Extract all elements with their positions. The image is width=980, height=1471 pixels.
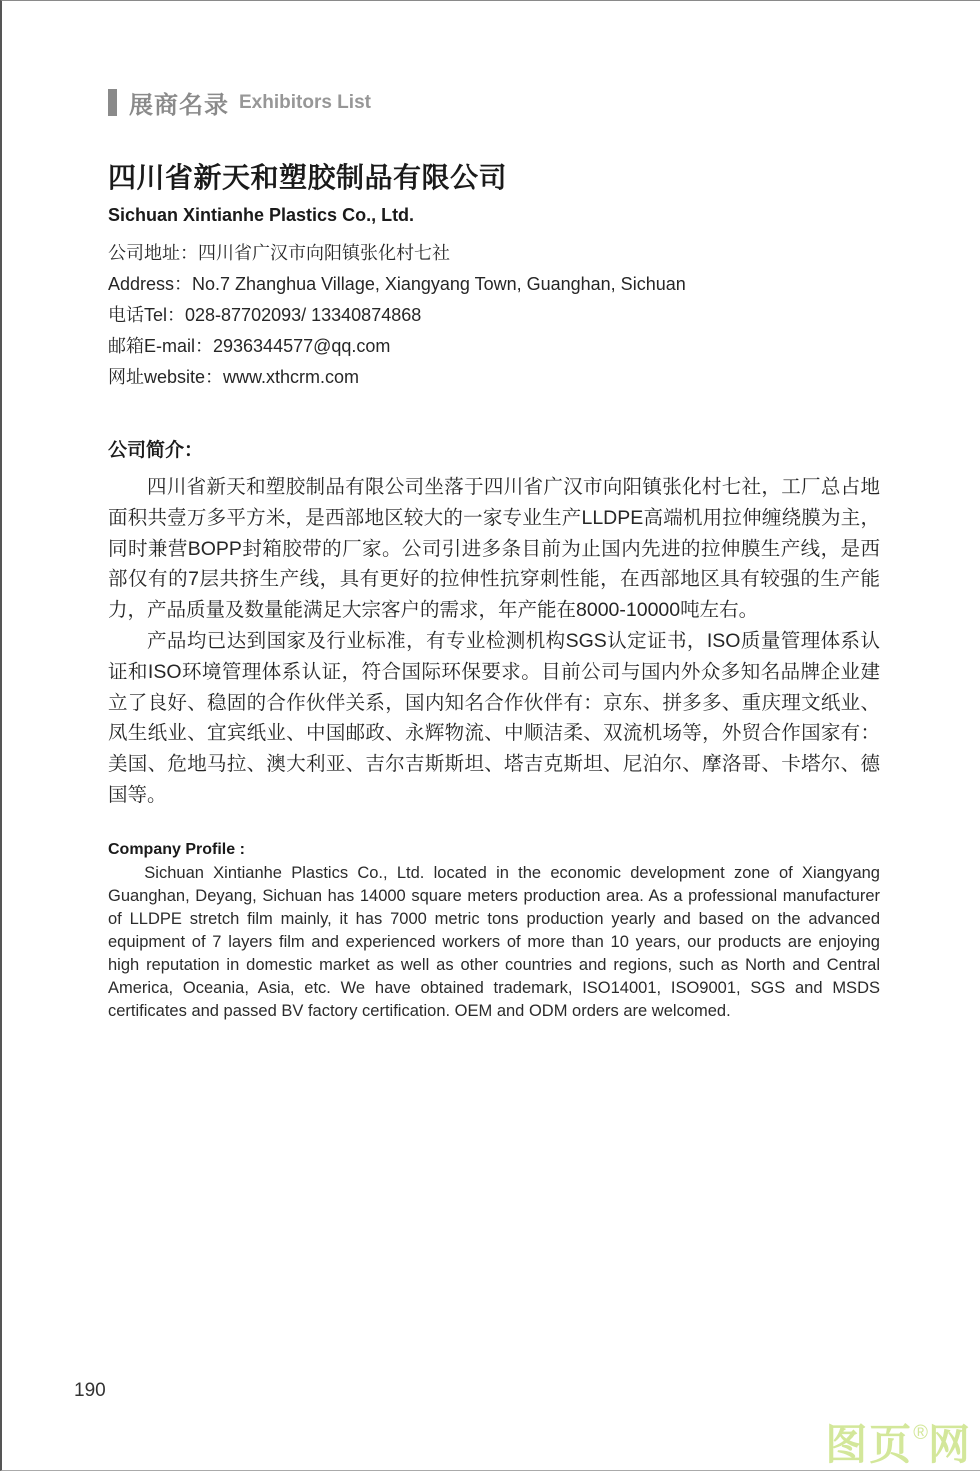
- page-content: [108, 1, 880, 1023]
- contact-line-address-zh: 公司地址：四川省广汉市向阳镇张化村七社: [108, 243, 450, 263]
- profile-zh-paragraph: 四川省新天和塑胶制品有限公司坐落于四川省广汉市向阳镇张化村七社，工厂总占地面积共壹万多平方米，是西部地区较大的一家专业生产LLDPE高端机用拉伸缠绕膜为主，同时兼营BOPP封箱胶带的厂家。公司引进多条目前为止国内先进的拉伸膜生产线，是西部仅有的7层共挤生产线，具有更好的拉伸性抗穿刺性能，在西部地区具有较强的生产能力，产品质量及数量能满足大宗客户的需求，年产能在8000-10000吨左右。: [108, 476, 880, 622]
- contact-line-address-en: Address：No.7 Zhanghua Village, Xiangyang Town, Guanghan, Sichuan: [108, 274, 686, 294]
- profile-en-heading: Company Profile :: [108, 840, 245, 858]
- registered-mark-icon: ®: [913, 1422, 928, 1444]
- watermark-logo: [825, 1423, 972, 1466]
- profile-en-paragraph: Sichuan Xintianhe Plastics Co., Ltd. located in the economic development zone of Xiangyang Guanghan, Deyang, Sichuan has 14000 square meters production area. As a professional manufacturer of LLDPE stretch film mainly, it has 7000 metric tons production yearly and based on the advanced equipment of 7 layers film and experienced workers of more than 10 years, our products are enjoying high reputation in domestic market as well as other countries and regions, such as North and Central America, Oceania, Asia, etc. We have obtained trademark, ISO14001, ISO9001, SGS and MSDS certificates and passed BV factory certification. OEM and ODM orders are welcomed.: [108, 863, 880, 1020]
- watermark-text-right: 网: [927, 1421, 972, 1468]
- company-profile-en: [108, 841, 880, 1023]
- profile-zh-paragraph: 产品均已达到国家及行业标准，有专业检测机构SGS认定证书，ISO质量管理体系认证和ISO环境管理体系认证，符合国际环保要求。目前公司与国内外众多知名品牌企业建立了良好、稳固的合作伙伴关系，国内知名合作伙伴有：京东、拼多多、重庆理文纸业、凤生纸业、宜宾纸业、中国邮政、永辉物流、中顺洁柔、双流机场等，外贸合作国家有：美国、危地马拉、澳大利亚、吉尔吉斯斯坦、塔吉克斯坦、尼泊尔、摩洛哥、卡塔尔、德国等。: [108, 629, 880, 806]
- section-header: [108, 1, 880, 120]
- contact-line-email: 邮箱E-mail：2936344577@qq.com: [108, 336, 391, 356]
- contact-line-tel: 电话Tel：028-87702093/ 13340874868: [108, 305, 422, 325]
- header-accent-bar: [108, 89, 117, 116]
- contact-line-website: 网址website：www.xthcrm.com: [108, 367, 360, 387]
- page-number: 190: [74, 1380, 106, 1401]
- company-name-en: Sichuan Xintianhe Plastics Co., Ltd.: [108, 205, 415, 225]
- company-name-zh: 四川省新天和塑胶制品有限公司: [108, 162, 508, 193]
- contact-block: [108, 238, 880, 393]
- section-title-zh: 展商名录: [129, 92, 229, 119]
- watermark-text-left: 图页: [825, 1421, 914, 1468]
- section-title-en: Exhibitors List: [239, 91, 371, 113]
- profile-zh-heading: 公司简介：: [108, 440, 204, 461]
- company-profile-zh: [108, 435, 880, 811]
